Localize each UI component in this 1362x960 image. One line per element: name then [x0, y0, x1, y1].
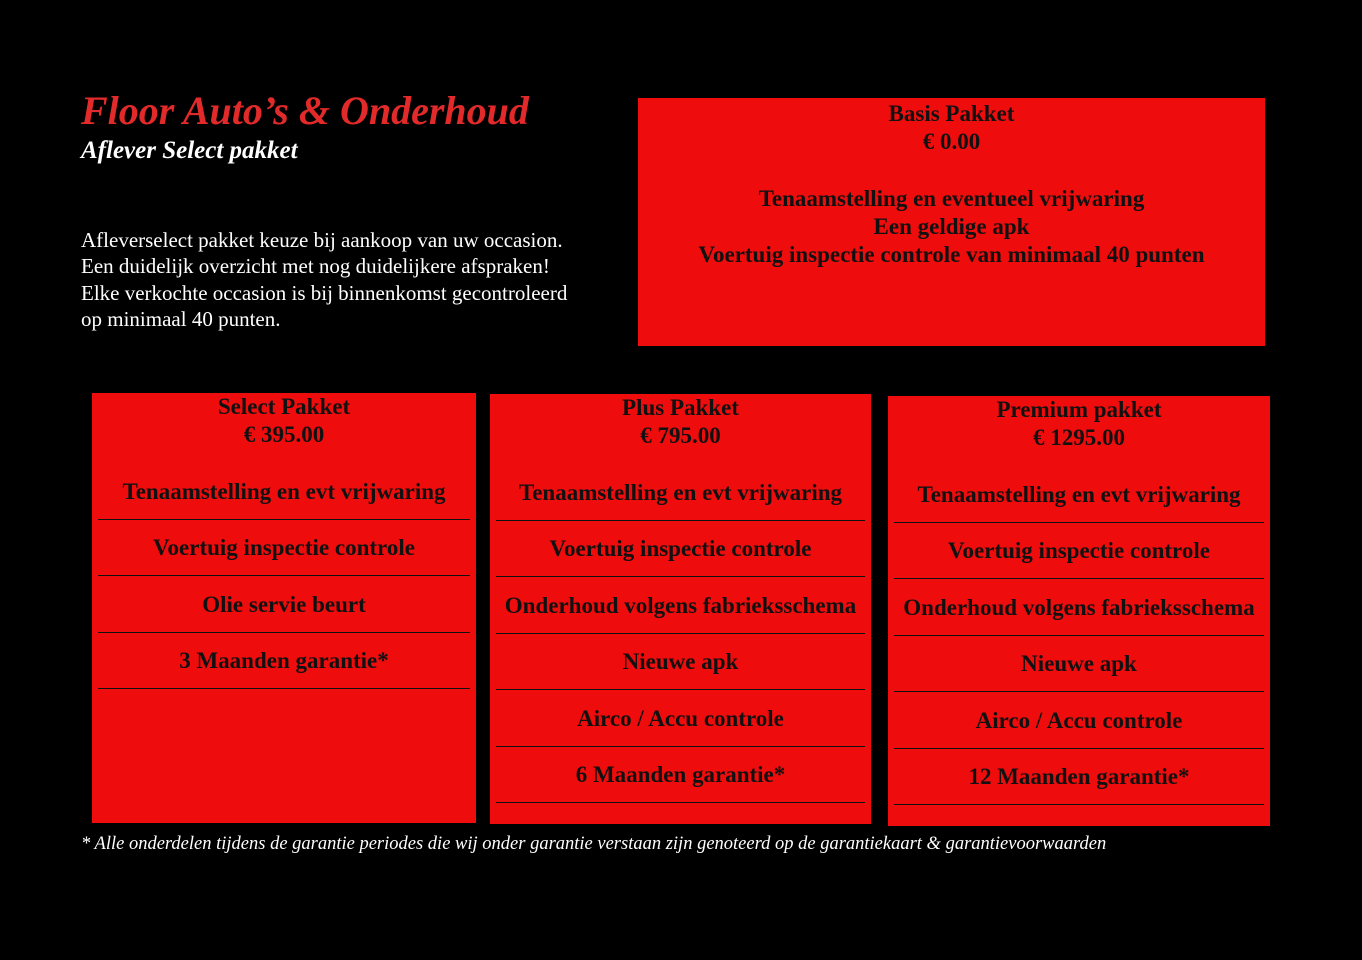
package-feature: Olie servie beurt [202, 591, 366, 617]
feature-row [888, 594, 1270, 651]
package-feature: Een geldige apk [873, 214, 1030, 240]
package-feature: Voertuig inspectie controle [549, 536, 812, 562]
package-feature: 12 Maanden garantie* [968, 764, 1190, 790]
package-price: € 1295.00 [1033, 425, 1125, 451]
feature-row [92, 534, 476, 591]
warranty-footnote: * Alle onderdelen tijdens de garantie periodes die wij onder garantie verstaan zijn genoteerd op de garantiekaart & garantievoorwaarden [81, 834, 1107, 854]
package-feature: Onderhoud volgens fabrieksschema [903, 594, 1255, 620]
package-price: € 795.00 [640, 423, 721, 449]
feature-row [92, 647, 476, 704]
package-feature: Tenaamstelling en eventueel vrijwaring [758, 185, 1145, 211]
package-name: Plus Pakket [622, 395, 739, 420]
feature-row [490, 761, 871, 818]
feature-row [490, 705, 871, 762]
package-feature: Tenaamstelling en evt vrijwaring [917, 481, 1241, 507]
package-feature: Voertuig inspectie controle van minimaal 40 punten [698, 242, 1205, 268]
package-feature: Airco / Accu controle [975, 707, 1183, 733]
intro-line: op minimaal 40 punten. [81, 306, 281, 331]
package-price: € 395.00 [243, 422, 325, 448]
package-feature: Tenaamstelling en evt vrijwaring [518, 479, 843, 505]
intro-line: Elke verkochte occasion is bij binnenkomst gecontroleerd [81, 280, 568, 305]
package-feature: Tenaamstelling en evt vrijwaring [122, 478, 446, 504]
feature-row [490, 648, 871, 705]
intro-line: Afleverselect pakket keuze bij aankoop van uw occasion. [81, 228, 563, 252]
feature-row [490, 592, 871, 649]
feature-row [92, 591, 476, 648]
package-price: € 0.00 [922, 129, 981, 155]
package-feature: Airco / Accu controle [577, 705, 784, 731]
feature-row [490, 479, 871, 536]
feature-row [888, 763, 1270, 820]
premium-package-card [888, 396, 1270, 826]
feature-row [888, 481, 1270, 538]
package-name: Premium pakket [996, 397, 1162, 422]
package-name: Basis Pakket [888, 101, 1015, 126]
feature-row [888, 707, 1270, 764]
package-feature: Voertuig inspectie controle [948, 538, 1210, 564]
select-package-card [92, 393, 476, 823]
package-feature: Voertuig inspectie controle [153, 535, 415, 561]
package-feature: 6 Maanden garantie* [575, 762, 786, 788]
feature-row [92, 478, 476, 535]
basis-package-card [638, 98, 1265, 346]
page-subtitle: Aflever Select pakket [81, 137, 298, 164]
feature-row [888, 650, 1270, 707]
page-title: Floor Auto’s & Onderhoud [81, 88, 529, 133]
intro-line: Een duidelijk overzicht met nog duidelijkere afspraken! [81, 254, 550, 279]
package-feature: 3 Maanden garantie* [179, 648, 389, 674]
feature-row [888, 537, 1270, 594]
package-name: Select Pakket [217, 394, 351, 419]
plus-package-card [490, 394, 871, 824]
package-feature: Onderhoud volgens fabrieksschema [504, 592, 857, 618]
intro-text [81, 227, 641, 332]
package-feature: Nieuwe apk [622, 649, 739, 675]
feature-row [490, 535, 871, 592]
package-feature: Nieuwe apk [1021, 651, 1137, 677]
